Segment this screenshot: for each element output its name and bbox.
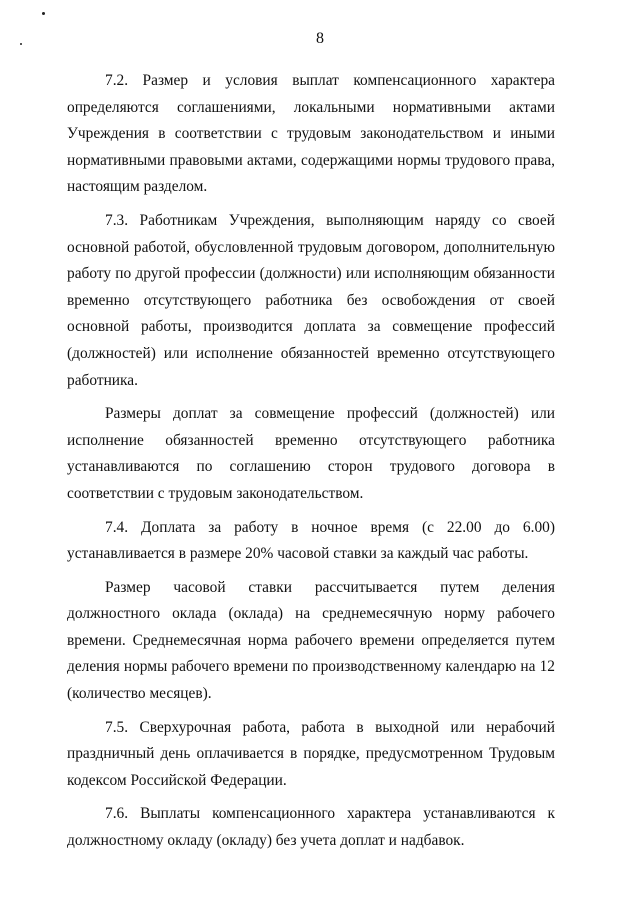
paragraph-7-5: 7.5. Сверхурочная работа, работа в выходной или нерабочий праздничный день оплачивается в порядке, предусмотренном Трудовым кодексом Российской Федерации.	[67, 718, 555, 789]
paragraph-7-6: 7.6. Выплаты компенсационного характера устанавливаются к должностному окладу (окладу) без учета доплат и надбавок.	[67, 805, 555, 850]
paragraph-hourly-rate: Размер часовой ставки рассчитывается путем деления должностного оклада (оклада) на среднемесячную норму рабочего времени. Среднемесячная норма рабочего времени определяется путем деления нормы рабочего времени по производственному календарю на 12 (количество месяцев).	[67, 578, 555, 703]
paragraph-7-2: 7.2. Размер и условия выплат компенсационного характера определяются соглашениями, локальными нормативными актами Учреждения в соответствии с трудовым законодательством и иными нормативными правовыми актами, содержащими нормы трудового права, настоящим разделом.	[67, 72, 555, 196]
paragraph-7-4: 7.4. Доплата за работу в ночное время (с 22.00 до 6.00) устанавливается в размере 20% часовой ставки за каждый час работы.	[67, 518, 555, 563]
document-body	[67, 68, 555, 855]
page-number: 8	[316, 30, 324, 47]
paragraph-7-3-supplement: Размеры доплат за совмещение профессий (должностей) или исполнение обязанностей временно отсутствующего работника устанавливаются по соглашению сторон трудового договора в соответствии с трудовым законодательством.	[67, 405, 555, 502]
scan-speck	[42, 12, 45, 15]
paragraph-7-3: 7.3. Работникам Учреждения, выполняющим наряду со своей основной работой, обусловленной трудовым договором, дополнительную работу по другой профессии (должности) или исполняющим обязанности временно отсутствующего работника без освобождения от своей основной работы, производится доплата за совмещение профессий (должностей) или исполнение обязанностей временно отсутствующего работника.	[67, 211, 555, 389]
